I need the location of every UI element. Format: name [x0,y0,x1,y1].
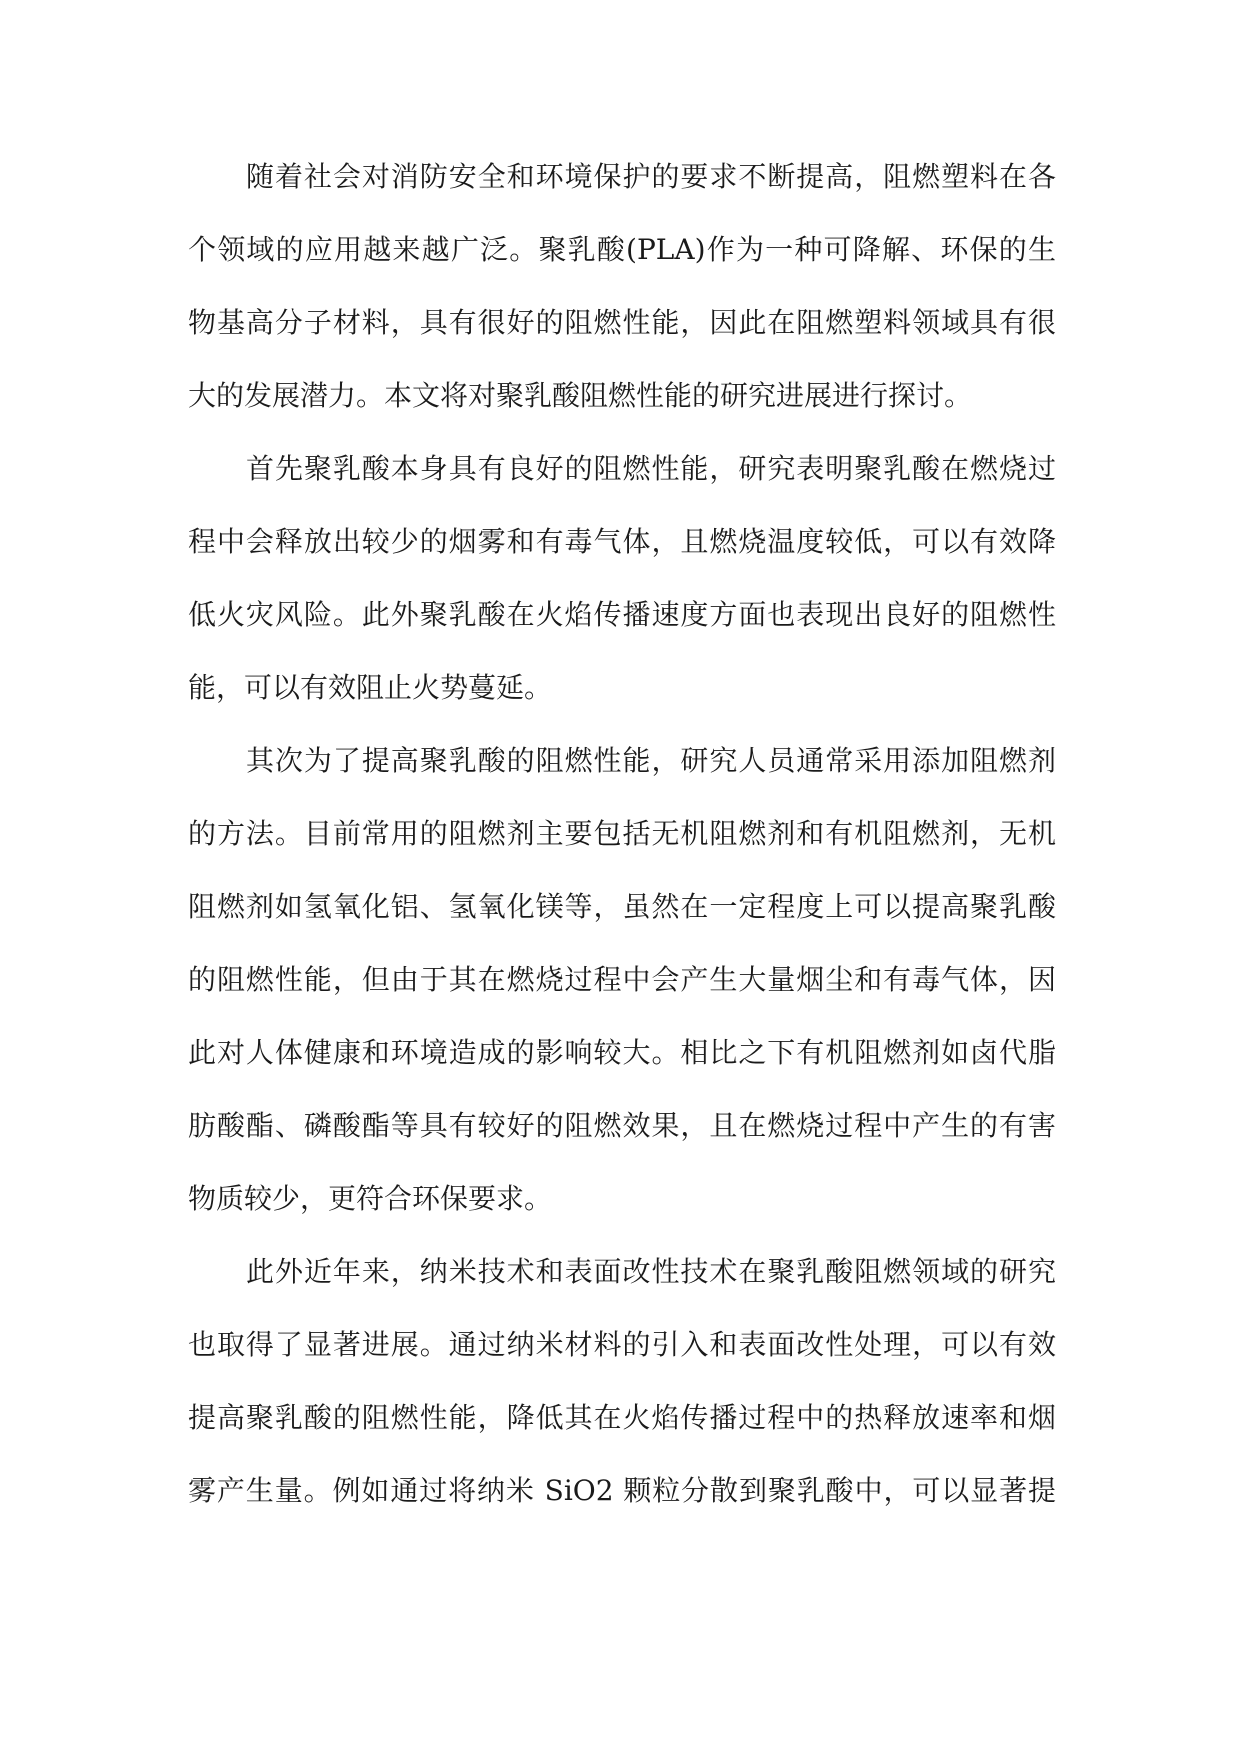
text-line: 其次为了提高聚乳酸的阻燃性能，研究人员通常采用添加阻燃剂 [246,744,1056,777]
text-line: 也取得了显著进展。通过纳米材料的引入和表面改性处理，可以有效 [188,1328,1056,1361]
text-line: 阻燃剂如氢氧化铝、氢氧化镁等，虽然在一定程度上可以提高聚乳酸 [188,890,1056,923]
text-line: 随着社会对消防安全和环境保护的要求不断提高，阻燃塑料在各 [246,160,1056,193]
text-line: 低火灾风险。此外聚乳酸在火焰传播速度方面也表现出良好的阻燃性 [188,598,1056,631]
text-line: 此外近年来，纳米技术和表面改性技术在聚乳酸阻燃领域的研究 [246,1255,1056,1288]
text-line: 的阻燃性能，但由于其在燃烧过程中会产生大量烟尘和有毒气体，因 [188,963,1056,996]
text-line: 程中会释放出较少的烟雾和有毒气体，且燃烧温度较低，可以有效降 [188,525,1056,558]
paragraph-first [188,432,1056,724]
text-line: 的方法。目前常用的阻燃剂主要包括无机阻燃剂和有机阻燃剂，无机 [188,817,1056,850]
text-line: 此对人体健康和环境造成的影响较大。相比之下有机阻燃剂如卤代脂 [188,1036,1056,1069]
paragraph-third [188,1235,1056,1527]
text-line: 个领域的应用越来越广泛。聚乳酸(PLA)作为一种可降解、环保的生 [188,233,1056,266]
text-line: 物基高分子材料，具有很好的阻燃性能，因此在阻燃塑料领域具有很 [188,306,1056,339]
document-body [188,140,1056,1527]
text-line: 雾产生量。例如通过将纳米 SiO2 颗粒分散到聚乳酸中，可以显著提 [188,1474,1056,1507]
text-line: 首先聚乳酸本身具有良好的阻燃性能，研究表明聚乳酸在燃烧过 [246,452,1056,485]
text-line: 能，可以有效阻止火势蔓延。 [188,671,553,704]
text-line: 肪酸酯、磷酸酯等具有较好的阻燃效果，且在燃烧过程中产生的有害 [188,1109,1056,1142]
text-line: 提高聚乳酸的阻燃性能，降低其在火焰传播过程中的热释放速率和烟 [188,1401,1056,1434]
text-line: 物质较少，更符合环保要求。 [188,1182,553,1215]
text-line: 大的发展潜力。本文将对聚乳酸阻燃性能的研究进展进行探讨。 [188,379,973,412]
paragraph-intro [188,140,1056,432]
paragraph-second [188,724,1056,1235]
